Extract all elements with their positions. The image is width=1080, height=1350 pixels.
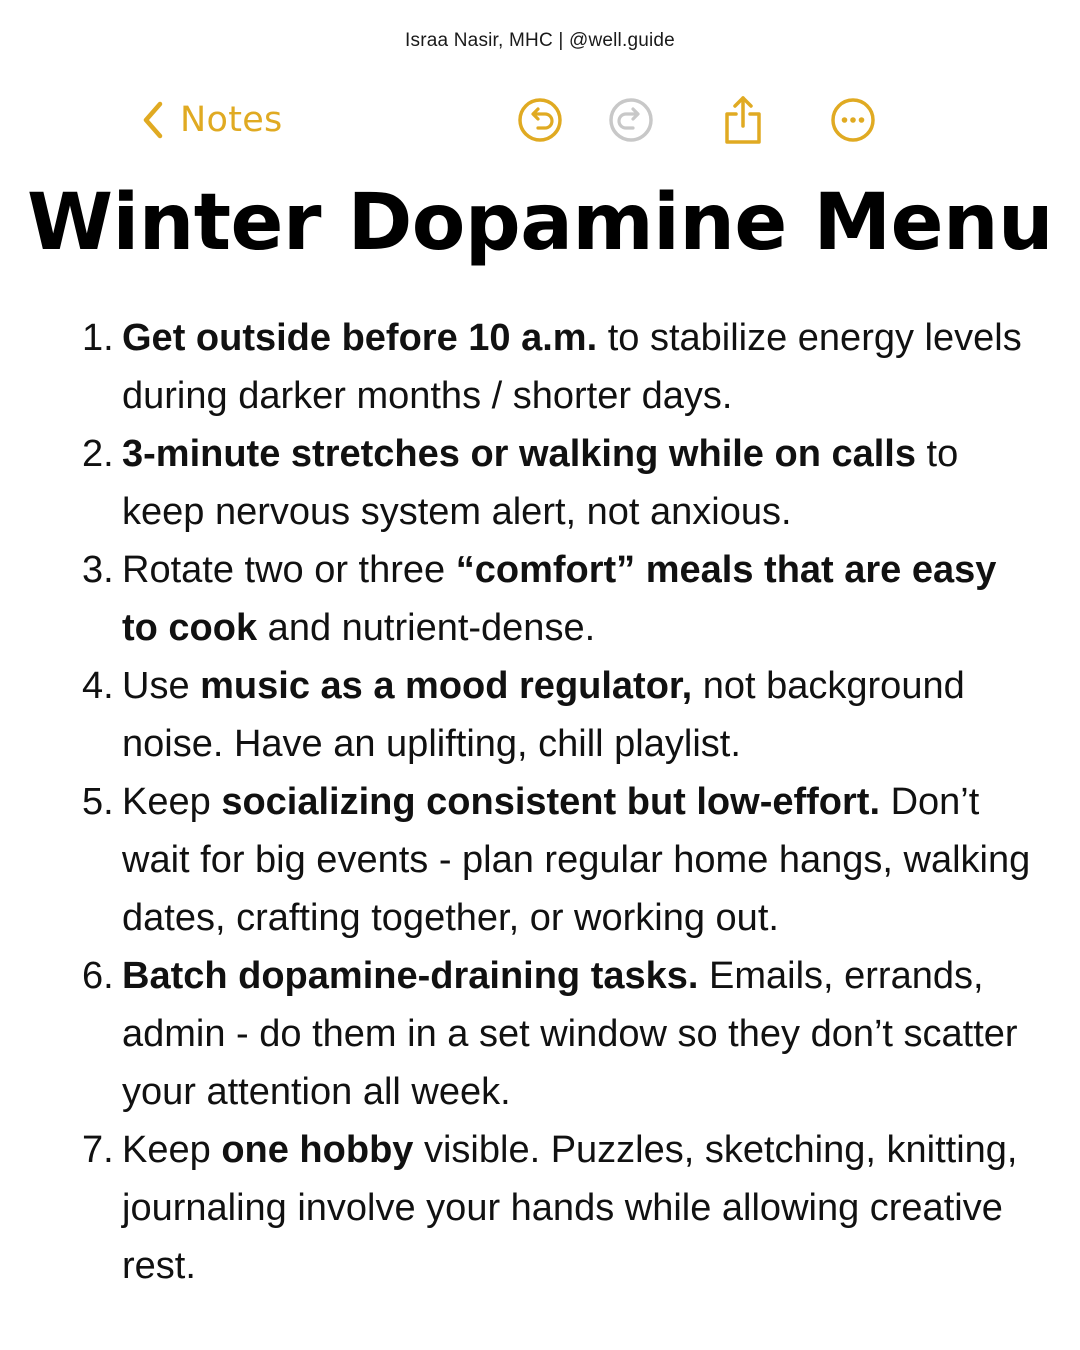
notes-toolbar bbox=[0, 92, 1080, 148]
note-title: Winter Dopamine Menu bbox=[26, 178, 1054, 268]
more-options-button[interactable] bbox=[827, 94, 879, 146]
dopamine-menu-list bbox=[82, 309, 1042, 1295]
list-item-number: 7. bbox=[82, 1129, 114, 1171]
redo-button[interactable] bbox=[605, 94, 657, 146]
list-item-text bbox=[122, 541, 1042, 657]
list-item-text bbox=[122, 309, 1042, 425]
body-text: not background noise. Have an uplifting, chill playlist. bbox=[122, 665, 965, 765]
list-item bbox=[82, 657, 1042, 773]
body-text: Don’t wait for big events - plan regular home hangs, walking dates, crafting together, or working out. bbox=[122, 781, 1031, 939]
list-item-number: 6. bbox=[82, 955, 114, 997]
emphasis-text: music as a mood regulator, bbox=[200, 665, 693, 707]
body-text: Rotate two or three bbox=[122, 549, 456, 591]
more-options-icon bbox=[827, 94, 879, 146]
emphasis-text: 3-minute stretches or walking while on calls bbox=[122, 433, 916, 475]
list-item-number: 2. bbox=[82, 433, 114, 475]
emphasis-text: Batch dopamine-draining tasks. bbox=[122, 955, 699, 997]
emphasis-text: one hobby bbox=[221, 1129, 414, 1171]
emphasis-text: “comfort” meals that are easy to cook bbox=[122, 549, 997, 649]
body-text: visible. Puzzles, sketching, knitting, journaling involve your hands while allowing creative rest. bbox=[122, 1129, 1018, 1287]
list-item-number: 1. bbox=[82, 317, 114, 359]
emphasis-text: socializing consistent but low-effort. bbox=[221, 781, 881, 823]
body-text: Use bbox=[122, 665, 201, 707]
body-text: Keep bbox=[122, 1129, 222, 1171]
body-text: to keep nervous system alert, not anxious. bbox=[122, 433, 959, 533]
list-item-text bbox=[122, 947, 1042, 1121]
list-item bbox=[82, 541, 1042, 657]
back-button-label: Notes bbox=[180, 100, 283, 140]
list-item-text bbox=[122, 773, 1042, 947]
list-item bbox=[82, 309, 1042, 425]
body-text: Keep bbox=[122, 781, 222, 823]
emphasis-text: Get outside before 10 a.m. bbox=[122, 317, 598, 359]
author-credit: Israa Nasir, MHC | @well.guide bbox=[405, 30, 675, 51]
list-item bbox=[82, 947, 1042, 1121]
body-text: Emails, errands, admin - do them in a set window so they don’t scatter your attention all week. bbox=[122, 955, 1018, 1113]
list-item bbox=[82, 773, 1042, 947]
list-item bbox=[82, 425, 1042, 541]
undo-icon bbox=[514, 94, 566, 146]
chevron-left-icon bbox=[140, 100, 166, 140]
body-text: and nutrient-dense. bbox=[257, 607, 596, 649]
share-button[interactable] bbox=[717, 94, 769, 146]
list-item-number: 5. bbox=[82, 781, 114, 823]
list-item-number: 3. bbox=[82, 549, 114, 591]
back-to-notes-button[interactable] bbox=[140, 96, 283, 144]
share-icon bbox=[717, 94, 769, 146]
body-text: to stabilize energy levels during darker months / shorter days. bbox=[122, 317, 1022, 417]
list-item-text bbox=[122, 425, 1042, 541]
undo-button[interactable] bbox=[514, 94, 566, 146]
list-item-text bbox=[122, 657, 1042, 773]
list-item bbox=[82, 1121, 1042, 1295]
list-item-text bbox=[122, 1121, 1042, 1295]
redo-icon bbox=[605, 94, 657, 146]
list-item-number: 4. bbox=[82, 665, 114, 707]
